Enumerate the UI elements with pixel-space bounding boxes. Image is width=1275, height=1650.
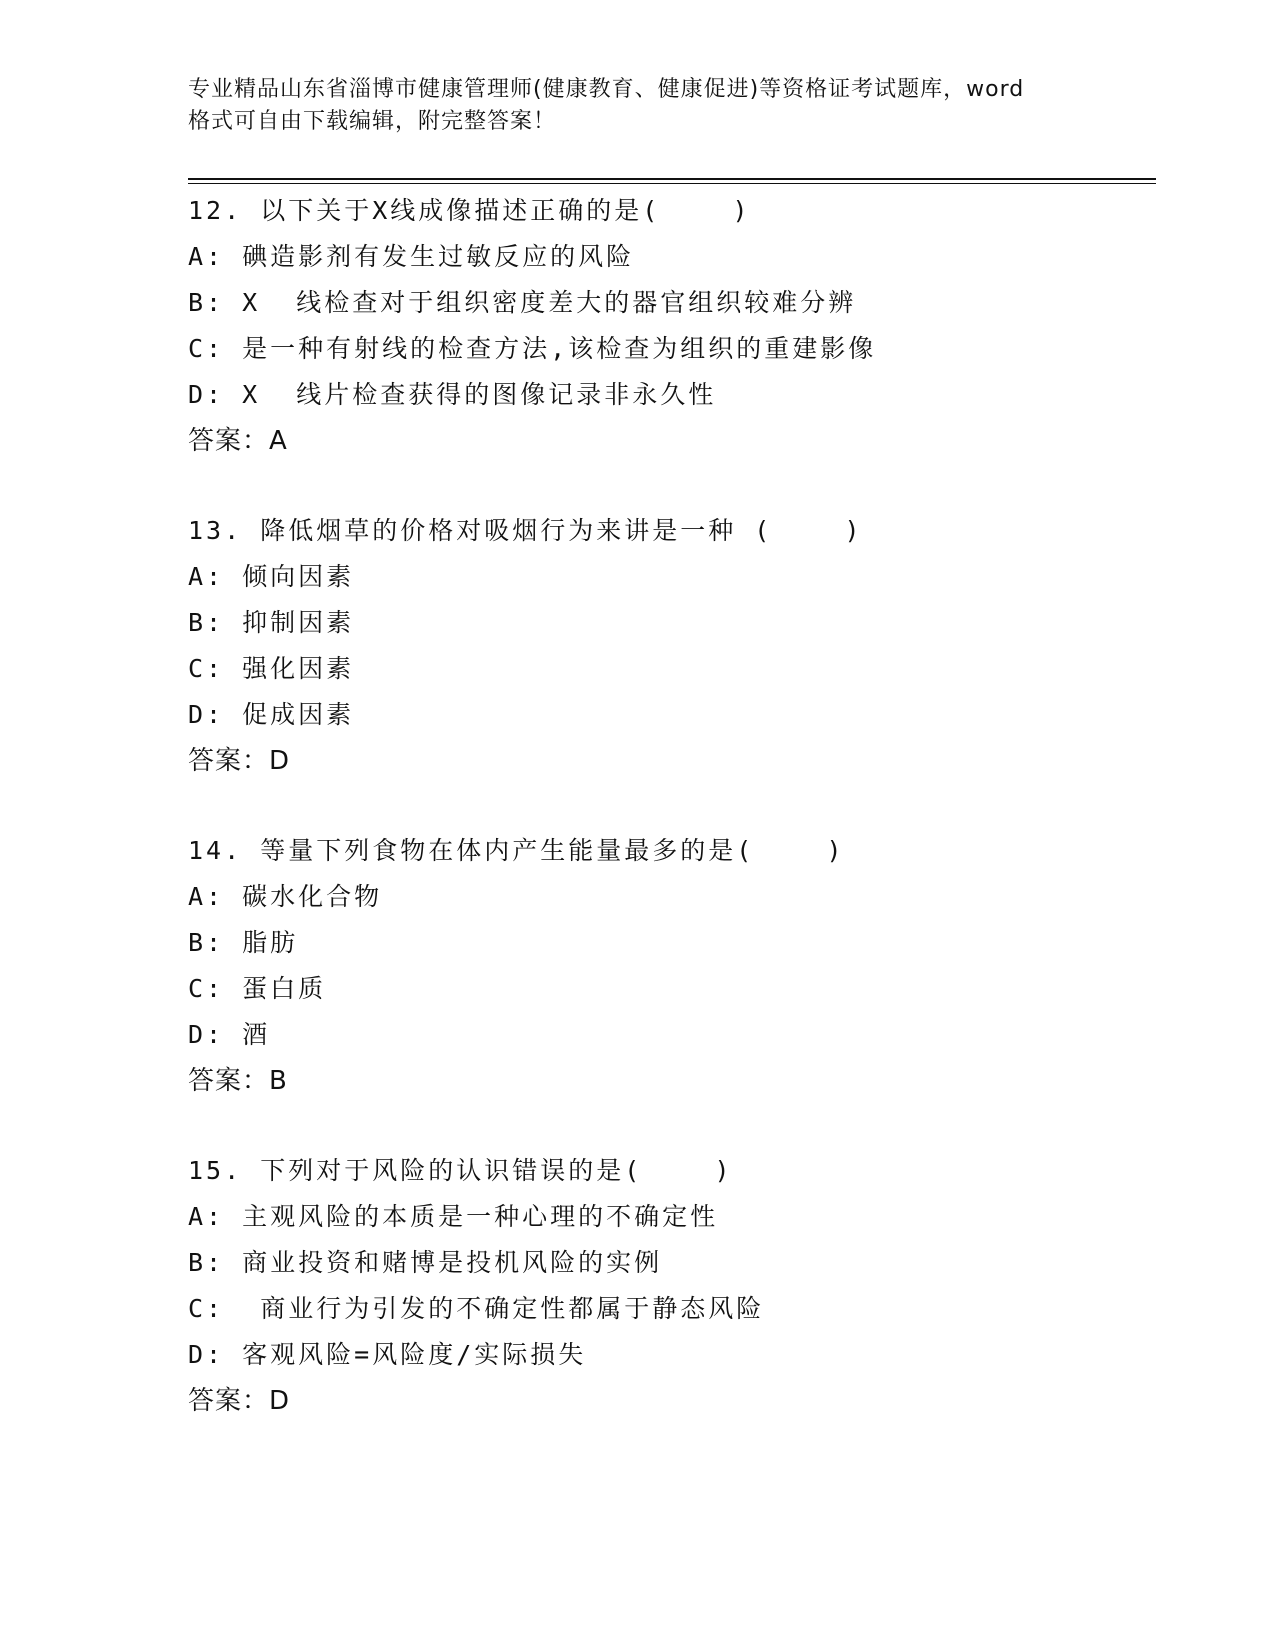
option-b: B: 抑制因素 [188,608,355,637]
question-list [188,188,1156,1468]
option-d: D: 促成因素 [188,700,355,729]
header-divider-thin [188,183,1156,184]
option-b: B: 商业投资和赌博是投机风险的实例 [188,1248,663,1277]
option-b: B: X 线检查对于组织密度差大的器官组织较难分辨 [188,288,857,317]
question-14 [188,828,1156,1104]
document-header [188,74,1088,138]
option-a: A: 主观风险的本质是一种心理的不确定性 [188,1202,719,1231]
question-13 [188,508,1156,784]
answer-line: 答案：D [188,746,291,776]
question-stem: 13. 降低烟草的价格对吸烟行为来讲是一种 ( ) [188,516,863,545]
option-b: B: 脂肪 [188,928,299,957]
option-c: C: 商业行为引发的不确定性都属于静态风险 [188,1294,765,1323]
header-line-2: 格式可自由下载编辑，附完整答案！ [188,109,557,134]
option-c: C: 蛋白质 [188,974,327,1003]
option-c: C: 强化因素 [188,654,355,683]
header-divider [188,178,1156,180]
question-15 [188,1148,1156,1424]
header-line-1: 专业精品山东省淄博市健康管理师(健康教育、健康促进)等资格证考试题库，word [188,77,1025,102]
question-12 [188,188,1156,464]
option-a: A: 倾向因素 [188,562,355,591]
question-stem: 14. 等量下列食物在体内产生能量最多的是( ) [188,836,845,865]
option-d: D: 客观风险=风险度/实际损失 [188,1340,587,1369]
question-stem: 12. 以下关于X线成像描述正确的是( ) [188,196,751,225]
option-a: A: 碘造影剂有发生过敏反应的风险 [188,242,635,271]
option-c: C: 是一种有射线的检查方法,该检查为组织的重建影像 [188,334,877,363]
option-d: D: 酒 [188,1020,271,1049]
question-stem: 15. 下列对于风险的认识错误的是( ) [188,1156,733,1185]
option-a: A: 碳水化合物 [188,882,383,911]
answer-line: 答案：D [188,1386,291,1416]
answer-line: 答案：B [188,1066,288,1096]
answer-line: 答案：A [188,426,288,456]
option-d: D: X 线片检查获得的图像记录非永久性 [188,380,717,409]
